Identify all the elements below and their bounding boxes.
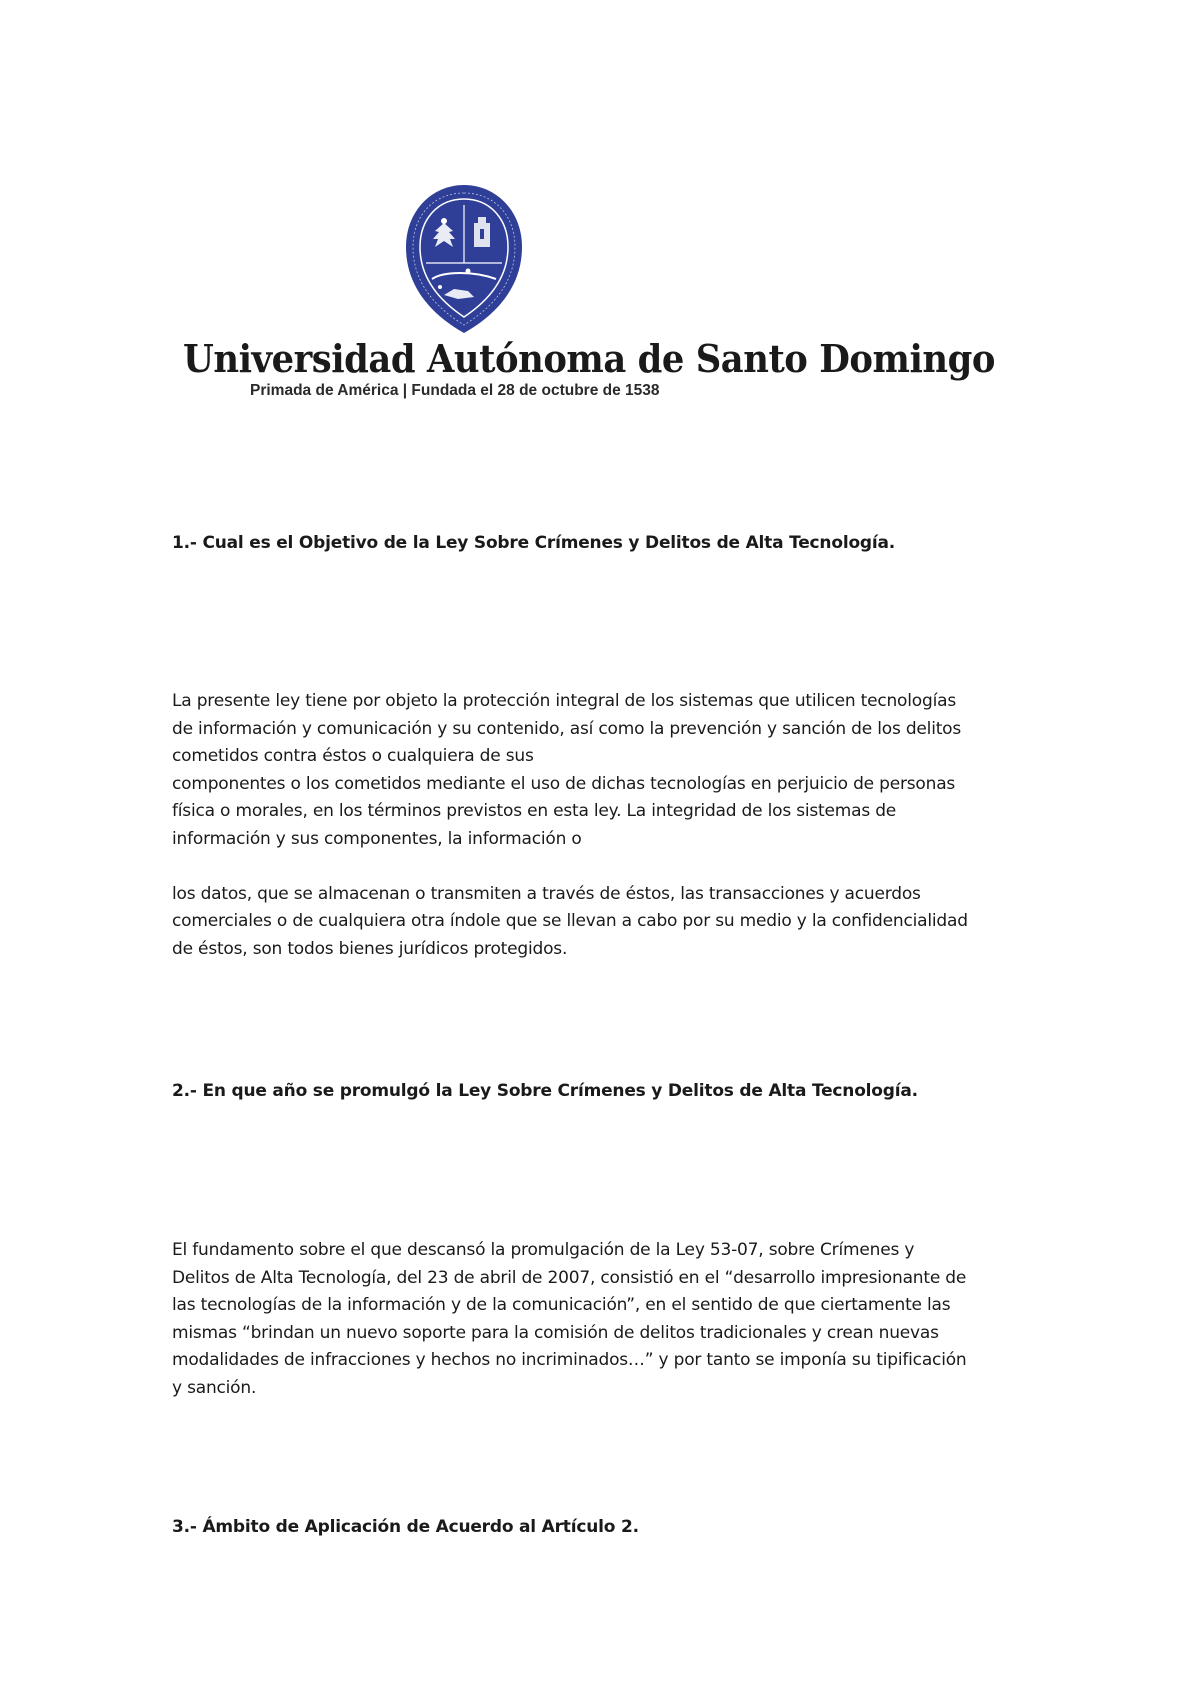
answer-line: de información y comunicación y su contenido, así como la prevención y sanción de los delitos <box>172 718 962 739</box>
question-1-answer <box>172 688 1052 963</box>
question-3-heading: 3.- Ámbito de Aplicación de Acuerdo al Artículo 2. <box>172 1517 639 1537</box>
answer-line: física o morales, en los términos previstos en esta ley. La integridad de los sistemas de <box>172 801 897 821</box>
answer-line: Delitos de Alta Tecnología, del 23 de abril de 2007, consistió en el “desarrollo impresionante de <box>172 1267 967 1288</box>
question-2-answer <box>172 1237 1052 1402</box>
question-2-heading: 2.- En que año se promulgó la Ley Sobre Crímenes y Delitos de Alta Tecnología. <box>172 1081 918 1101</box>
answer-line: modalidades de infracciones y hechos no incriminados…” y por tanto se imponía su tipificación <box>172 1350 967 1370</box>
university-subtitle: Primada de América | Fundada el 28 de octubre de 1538 <box>250 382 660 399</box>
answer-line: El fundamento sobre el que descansó la promulgación de la Ley 53-07, sobre Crímenes y <box>172 1240 915 1260</box>
university-name: Universidad Autónoma de Santo Domingo <box>183 336 996 381</box>
answer-line: La presente ley tiene por objeto la protección integral de los sistemas que utilicen tecnologías <box>172 691 956 711</box>
answer-line: componentes o los cometidos mediante el uso de dichas tecnologías en perjuicio de personas <box>172 773 956 794</box>
answer-line: los datos, que se almacenan o transmiten a través de éstos, las transacciones y acuerdos <box>172 883 921 904</box>
answer-line: comerciales o de cualquiera otra índole que se llevan a cabo por su medio y la confidencialidad <box>172 911 968 931</box>
answer-line: de éstos, son todos bienes jurídicos protegidos. <box>172 938 568 959</box>
answer-line: información y sus componentes, la información o <box>172 828 582 849</box>
question-1-heading: 1.- Cual es el Objetivo de la Ley Sobre Crímenes y Delitos de Alta Tecnología. <box>172 533 896 553</box>
answer-line <box>172 853 1052 881</box>
answer-line: y sanción. <box>172 1377 257 1398</box>
answer-line: las tecnologías de la información y de la comunicación”, en el sentido de que ciertamente las <box>172 1295 951 1315</box>
university-seal-icon <box>404 183 524 335</box>
answer-line: cometidos contra éstos o cualquiera de sus <box>172 746 534 766</box>
answer-line: mismas “brindan un nuevo soporte para la comisión de delitos tradicionales y crean nuevas <box>172 1322 939 1343</box>
